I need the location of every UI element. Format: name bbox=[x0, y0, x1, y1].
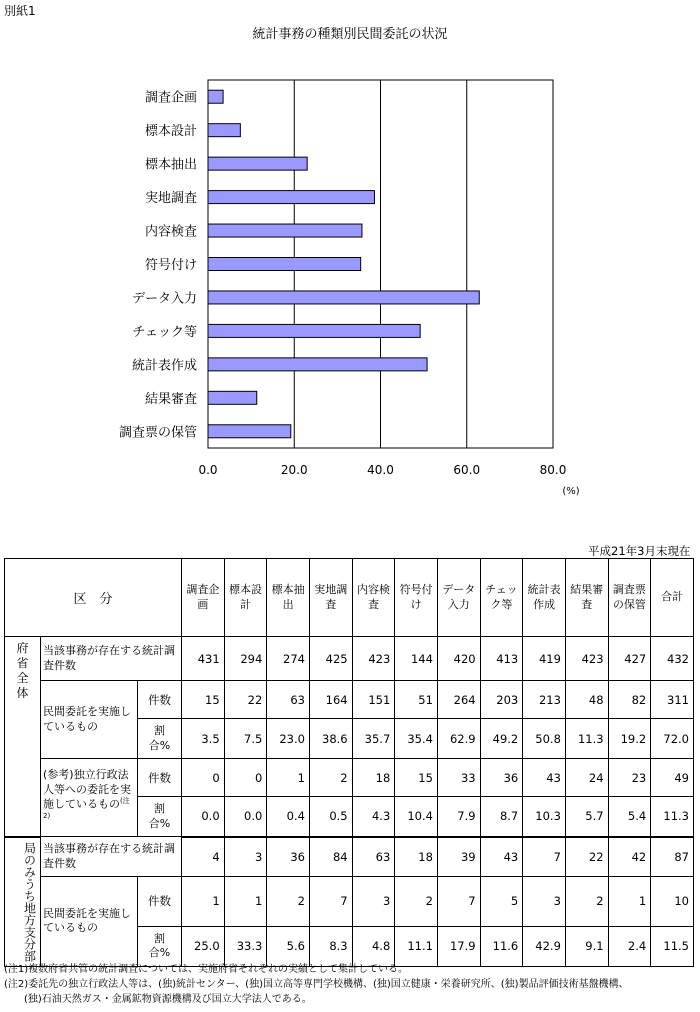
table-cell: 7 bbox=[523, 837, 566, 877]
table-cell: 3 bbox=[523, 877, 566, 927]
table-cell: 36 bbox=[480, 759, 523, 797]
table-cell: 48 bbox=[565, 681, 608, 719]
row-label: 当該事務が存在する統計調査件数 bbox=[41, 837, 182, 877]
col-header: 標本抽出 bbox=[267, 559, 310, 637]
bar bbox=[208, 90, 223, 103]
category-label: 結果審査 bbox=[144, 391, 197, 407]
x-tick-label: 60.0 bbox=[453, 463, 481, 477]
table-cell: 2 bbox=[565, 877, 608, 927]
category-label: 標本設計 bbox=[144, 124, 197, 140]
table-cell: 213 bbox=[523, 681, 566, 719]
table-cell: 18 bbox=[395, 837, 438, 877]
x-tick-label: 20.0 bbox=[280, 463, 308, 477]
table-cell: 22 bbox=[565, 837, 608, 877]
table-cell: 0.4 bbox=[267, 797, 310, 837]
table-cell: 0 bbox=[224, 759, 267, 797]
table-cell: 50.8 bbox=[523, 719, 566, 759]
category-label: データ入力 bbox=[131, 291, 197, 307]
table-cell: 419 bbox=[523, 637, 566, 681]
table-cell: 18 bbox=[352, 759, 395, 797]
table-cell: 23 bbox=[608, 759, 651, 797]
row-label: 民間委託を実施しているもの bbox=[41, 877, 138, 967]
table-cell: 8.3 bbox=[309, 926, 352, 966]
table-cell: 15 bbox=[182, 681, 225, 719]
bar bbox=[208, 157, 307, 170]
header-kubun: 区 分 bbox=[5, 559, 182, 637]
table-cell: 151 bbox=[352, 681, 395, 719]
table-cell: 23.0 bbox=[267, 719, 310, 759]
bar bbox=[208, 191, 374, 204]
table-cell: 17.9 bbox=[437, 926, 480, 966]
table-cell: 42 bbox=[608, 837, 651, 877]
statistics-table bbox=[4, 558, 694, 967]
table-cell: 432 bbox=[651, 637, 694, 681]
table-cell: 15 bbox=[395, 759, 438, 797]
col-header: 結果審査 bbox=[565, 559, 608, 637]
sub-label: 割合% bbox=[138, 797, 182, 837]
table-cell: 164 bbox=[309, 681, 352, 719]
table-cell: 63 bbox=[352, 837, 395, 877]
table-cell: 36 bbox=[267, 837, 310, 877]
table-cell: 0 bbox=[182, 759, 225, 797]
table-cell: 4 bbox=[182, 837, 225, 877]
table-cell: 413 bbox=[480, 637, 523, 681]
category-label: 統計表作成 bbox=[131, 358, 197, 374]
table-cell: 35.7 bbox=[352, 719, 395, 759]
table-row bbox=[5, 837, 694, 877]
bar bbox=[208, 391, 257, 404]
col-header: 標本設計 bbox=[224, 559, 267, 637]
table-header-row bbox=[5, 559, 694, 637]
table-cell: 84 bbox=[309, 837, 352, 877]
table-cell: 7.5 bbox=[224, 719, 267, 759]
table-cell: 9.1 bbox=[565, 926, 608, 966]
col-header: 調査企画 bbox=[182, 559, 225, 637]
col-header: チェック等 bbox=[480, 559, 523, 637]
sub-label: 件数 bbox=[138, 759, 182, 797]
col-header: 統計表作成 bbox=[523, 559, 566, 637]
date-note: 平成21年3月末現在 bbox=[588, 544, 691, 558]
table-cell: 43 bbox=[523, 759, 566, 797]
bar bbox=[208, 291, 479, 304]
table-cell: 420 bbox=[437, 637, 480, 681]
table-cell: 264 bbox=[437, 681, 480, 719]
table-cell: 10.4 bbox=[395, 797, 438, 837]
bar bbox=[208, 224, 362, 237]
bar bbox=[208, 124, 240, 137]
category-label: チェック等 bbox=[132, 324, 197, 340]
table-cell: 0.0 bbox=[224, 797, 267, 837]
row-label: 民間委託を実施しているもの bbox=[41, 681, 138, 759]
table-cell: 11.1 bbox=[395, 926, 438, 966]
table-cell: 11.3 bbox=[565, 719, 608, 759]
table-cell: 33.3 bbox=[224, 926, 267, 966]
table-cell: 11.3 bbox=[651, 797, 694, 837]
table-row bbox=[5, 637, 694, 681]
table-cell: 425 bbox=[309, 637, 352, 681]
table-cell: 11.5 bbox=[651, 926, 694, 966]
table-cell: 22 bbox=[224, 681, 267, 719]
section-label-1: 府省全体 bbox=[5, 637, 41, 837]
table-cell: 87 bbox=[651, 837, 694, 877]
page-label: 別紙1 bbox=[4, 4, 36, 18]
table-cell: 2 bbox=[309, 759, 352, 797]
table-cell: 39 bbox=[437, 837, 480, 877]
category-label: 調査票の保管 bbox=[118, 425, 197, 441]
table-cell: 7 bbox=[309, 877, 352, 927]
table-cell: 42.9 bbox=[523, 926, 566, 966]
row-label: 当該事務が存在する統計調査件数 bbox=[41, 637, 182, 681]
table-cell: 294 bbox=[224, 637, 267, 681]
category-label: 符号付け bbox=[144, 258, 197, 273]
table-cell: 63 bbox=[267, 681, 310, 719]
table-cell: 311 bbox=[651, 681, 694, 719]
table-cell: 43 bbox=[480, 837, 523, 877]
table-cell: 423 bbox=[352, 637, 395, 681]
table-cell: 24 bbox=[565, 759, 608, 797]
table-cell: 1 bbox=[267, 759, 310, 797]
table-cell: 2 bbox=[267, 877, 310, 927]
table-cell: 4.8 bbox=[352, 926, 395, 966]
col-header: データ入力 bbox=[437, 559, 480, 637]
chart-title: 統計事務の種類別民間委託の状況 bbox=[252, 27, 448, 42]
table-cell: 274 bbox=[267, 637, 310, 681]
table-cell: 0.5 bbox=[309, 797, 352, 837]
table-cell: 33 bbox=[437, 759, 480, 797]
table-cell: 5.4 bbox=[608, 797, 651, 837]
x-tick-label: 80.0 bbox=[539, 463, 567, 477]
table-row bbox=[5, 877, 694, 927]
table-cell: 72.0 bbox=[651, 719, 694, 759]
x-tick-label: 40.0 bbox=[367, 463, 394, 477]
bar bbox=[208, 425, 291, 438]
table-cell: 423 bbox=[565, 637, 608, 681]
table-cell: 25.0 bbox=[182, 926, 225, 966]
sub-label: 割合% bbox=[138, 926, 182, 966]
table-cell: 3.5 bbox=[182, 719, 225, 759]
table-cell: 11.6 bbox=[480, 926, 523, 966]
note-3: (独)石油天然ガス・金属鉱物資源機構及び国立大学法人である。 bbox=[4, 994, 312, 1005]
category-label: 実地調査 bbox=[144, 191, 197, 207]
table-cell: 10.3 bbox=[523, 797, 566, 837]
section-label-2: 局のみうち地方支分部 bbox=[5, 837, 41, 967]
bar bbox=[208, 258, 361, 271]
table-row bbox=[5, 681, 694, 719]
note-2: (注2)委託先の独立行政法人等は、(独)統計センター、(独)国立高等専門学校機構、(独)国立健康・栄養研究所、(独)製品評価技術基盤機構、 bbox=[4, 979, 629, 990]
x-tick-label: 0.0 bbox=[198, 463, 218, 477]
table-cell: 427 bbox=[608, 637, 651, 681]
col-header: 調査票の保管 bbox=[608, 559, 651, 637]
table-cell: 2 bbox=[395, 877, 438, 927]
category-label: 内容検査 bbox=[144, 224, 197, 240]
table-cell: 19.2 bbox=[608, 719, 651, 759]
table-cell: 49 bbox=[651, 759, 694, 797]
col-header: 符号付け bbox=[395, 559, 438, 637]
table-cell: 3 bbox=[224, 837, 267, 877]
table-cell: 5.6 bbox=[267, 926, 310, 966]
table-cell: 5 bbox=[480, 877, 523, 927]
table-cell: 8.7 bbox=[480, 797, 523, 837]
sub-label: 件数 bbox=[138, 681, 182, 719]
category-label: 標本抽出 bbox=[144, 157, 197, 173]
table-cell: 431 bbox=[182, 637, 225, 681]
table-cell: 5.7 bbox=[565, 797, 608, 837]
bar-chart bbox=[0, 0, 700, 500]
category-label: 調査企画 bbox=[144, 90, 197, 106]
row-label: (参考)独立行政法人等への委託を実施しているもの$^{(注2)}$ bbox=[41, 759, 138, 837]
table-cell: 3 bbox=[352, 877, 395, 927]
x-unit-label: (%) bbox=[562, 486, 580, 497]
col-header: 合計 bbox=[651, 559, 694, 637]
table-cell: 144 bbox=[395, 637, 438, 681]
table-cell: 203 bbox=[480, 681, 523, 719]
table-cell: 1 bbox=[608, 877, 651, 927]
table-cell: 0.0 bbox=[182, 797, 225, 837]
bar bbox=[208, 358, 427, 371]
col-header: 実地調査 bbox=[309, 559, 352, 637]
table-cell: 62.9 bbox=[437, 719, 480, 759]
table-cell: 35.4 bbox=[395, 719, 438, 759]
table-cell: 38.6 bbox=[309, 719, 352, 759]
table-cell: 10 bbox=[651, 877, 694, 927]
table-cell: 2.4 bbox=[608, 926, 651, 966]
table-cell: 4.3 bbox=[352, 797, 395, 837]
table-cell: 7.9 bbox=[437, 797, 480, 837]
table-cell: 49.2 bbox=[480, 719, 523, 759]
table-cell: 7 bbox=[437, 877, 480, 927]
bar bbox=[208, 324, 420, 337]
table-cell: 1 bbox=[224, 877, 267, 927]
table-row bbox=[5, 759, 694, 797]
col-header: 内容検査 bbox=[352, 559, 395, 637]
table-cell: 82 bbox=[608, 681, 651, 719]
sub-label: 件数 bbox=[138, 877, 182, 927]
table-cell: 51 bbox=[395, 681, 438, 719]
sub-label: 割合% bbox=[138, 719, 182, 759]
table-cell: 1 bbox=[182, 877, 225, 927]
note-1: (注1)複数府省共管の統計調査については、実施府省それぞれの実績として集計している。 bbox=[4, 964, 408, 975]
